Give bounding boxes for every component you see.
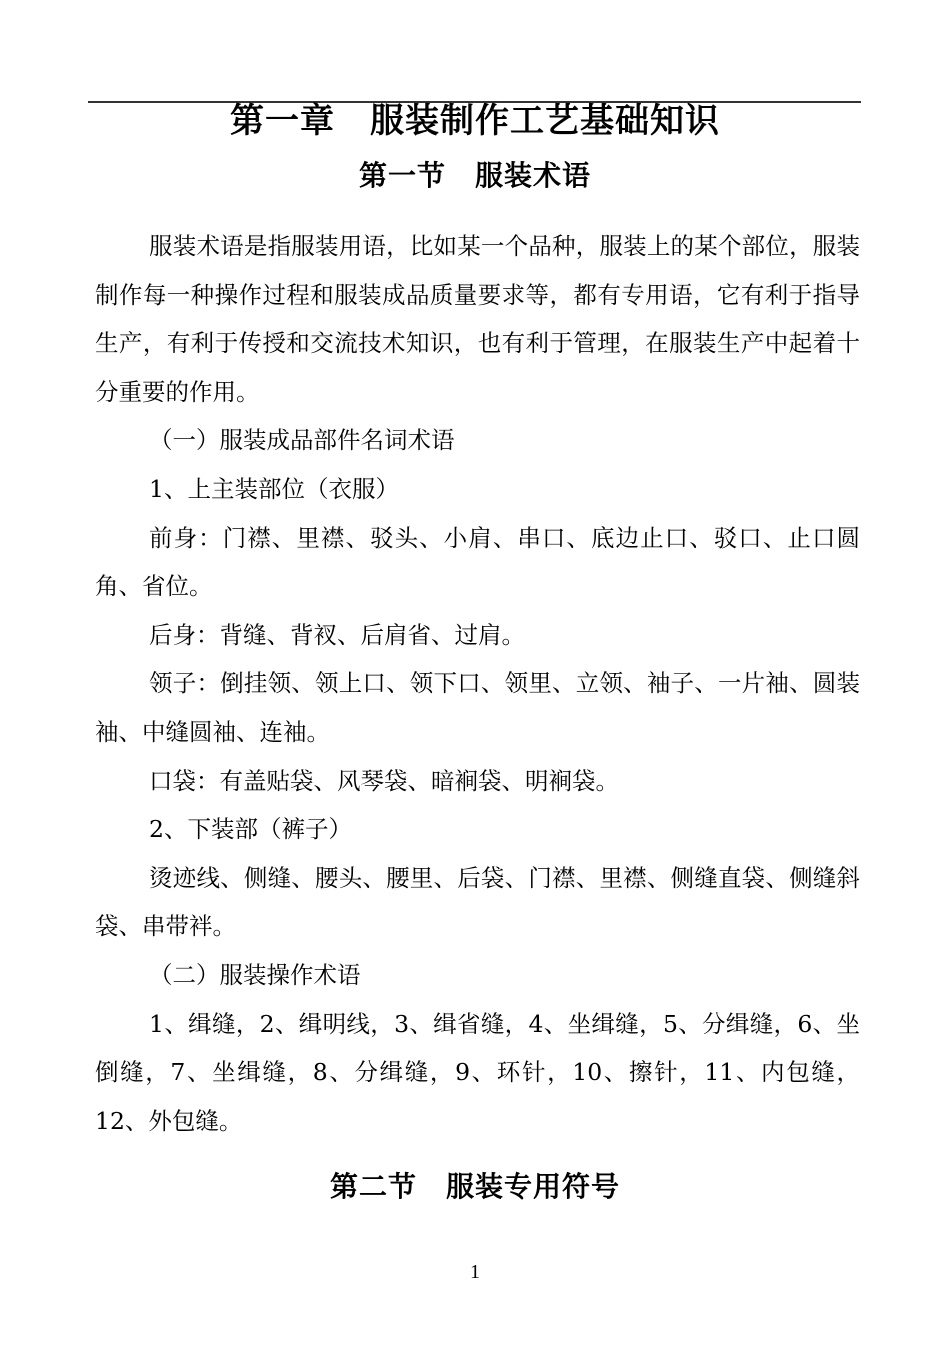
- section-title-2: 第二节 服装专用符号: [329, 1170, 620, 1203]
- body-text: [95, 222, 860, 1145]
- paragraph: （一）服装成品部件名词术语: [149, 426, 455, 455]
- paragraph: 2、下装部（裤子）: [149, 815, 352, 844]
- paragraph: 后身：背缝、背衩、后肩省、过肩。: [149, 620, 526, 649]
- page-number: 1: [470, 1261, 480, 1283]
- paragraph: 服装术语是指服装用语，比如某一个品种，服装上的某个部位，服装制作每一种操作过程和服装成品质量要求等，都有专用语，它有利于指导生产，有利于传授和交流技术知识，也有利于管理，在服装生产中起着十分重要的作用。: [95, 232, 860, 406]
- paragraph: 口袋：有盖贴袋、风琴袋、暗裥袋、明裥袋。: [149, 766, 620, 795]
- chapter-title: 第一章 服装制作工艺基础知识: [230, 101, 720, 141]
- paragraph: 1、上主装部位（衣服）: [149, 474, 399, 503]
- paragraph: （二）服装操作术语: [149, 960, 361, 989]
- paragraph: 前身：门襟、里襟、驳头、小肩、串口、底边止口、驳口、止口圆角、省位。: [95, 523, 860, 601]
- paragraph: 1、缉缝，2、缉明线，3、缉省缝，4、坐缉缝，5、分缉缝，6、坐倒缝，7、坐缉缝，8、分缉缝，9、环针，10、擦针，11、内包缝，12、外包缝。: [95, 1009, 860, 1135]
- paragraph: 烫迹线、侧缝、腰头、腰里、后袋、门襟、里襟、侧缝直袋、侧缝斜袋、串带袢。: [95, 863, 860, 941]
- paragraph: 领子：倒挂领、领上口、领下口、领里、立领、袖子、一片袖、圆装袖、中缝圆袖、连袖。: [95, 669, 860, 746]
- section-title-1: 第一节 服装术语: [358, 159, 591, 192]
